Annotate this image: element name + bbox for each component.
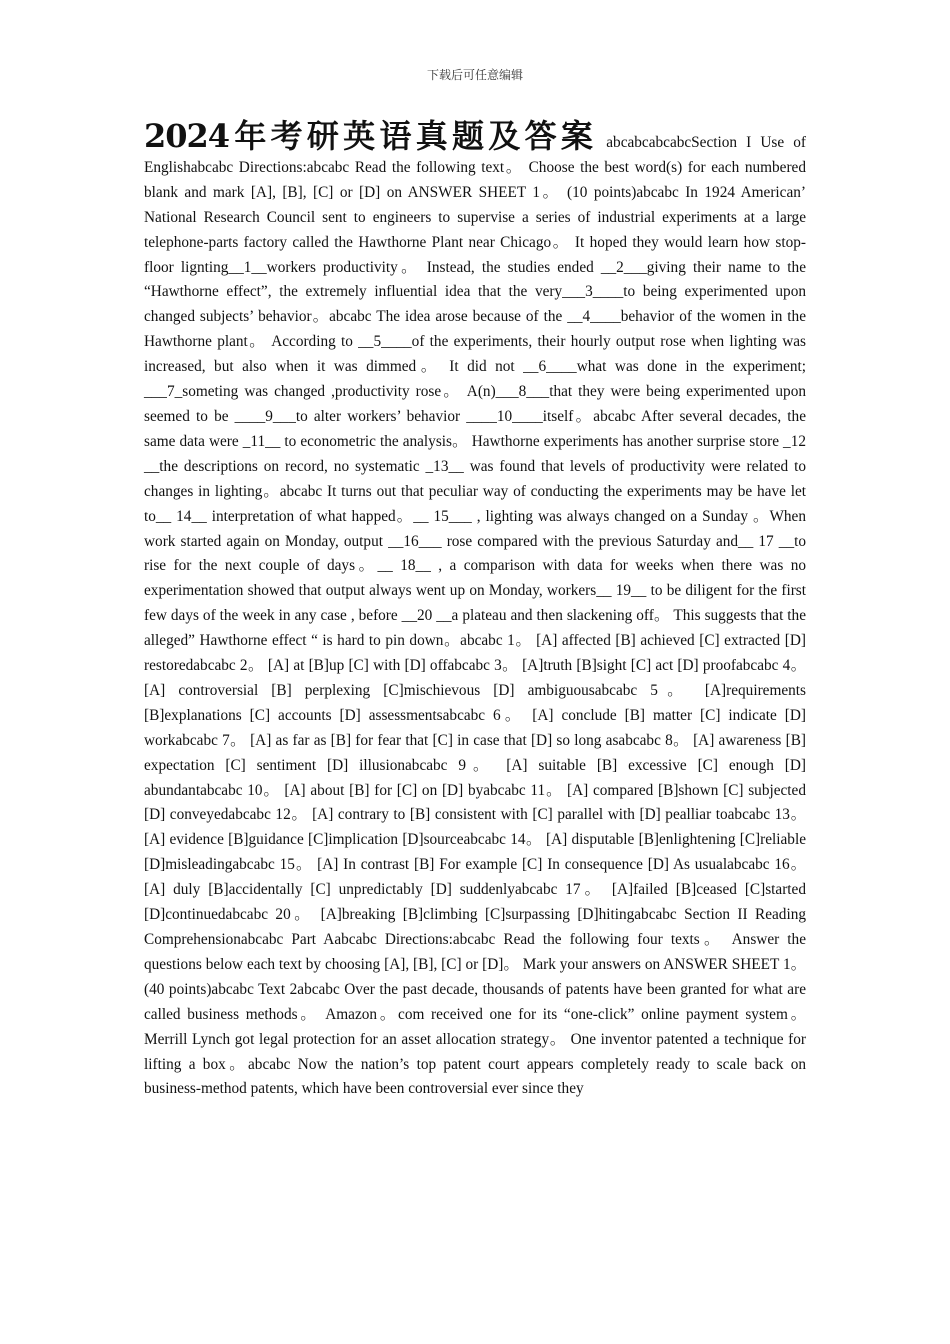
- document-body-text: abcabcabcabcSection I Use of Englishabcabc Directions:abcabc Read the following text。 Choose the best word(s) for each numbered blank and mark [A], [B], [C] or [D] on ANSWER SHEET 1。 (10 points)abcabc In 1924 American’ National Research Council sent to engineers to supervise a series of industrial experiments at a large telephone-parts factory called the Hawthorne Plant near Chicago。 It hoped they would learn how stop-floor lignting__1__workers productivity。 Instead, the studies ended __2___giving their name to the “Hawthorne effect”, the extremely influential idea that the very___3____to being experimented upon changed subjects’ behavior。abcabc The idea arose because of the __4____behavior of the women in the Hawthorne plant。 According to __5____of the experiments, their hourly output rose when lighting was increased, but also when it was dimmed。 It did not __6____what was done in the experiment; ___7_someting was changed ,productivity rose。 A(n)___8___that they were being experimented upon seemed to be ____9___to alter workers’ behavior ____10____itself。abcabc After several decades, the same data were _11__ to econometric the analysis。 Hawthorne experiments has another surprise store _12 __the descriptions on record, no systematic _13__ was found that levels of productivity were related to changes in lighting。abcabc It turns out that peculiar way of conducting the experiments may be have let to__ 14__ interpretation of what happed。__ 15___ , lighting was always changed on a Sunday 。When work started again on Monday, output __16___ rose compared with the previous Saturday and__ 17 __to rise for the next couple of days。__ 18__ , a comparison with data for weeks when there was no experimentation showed that output always went up on Monday, workers__ 19__ to be diligent for the first few days of the week in any case , before __20 __a plateau and then slackening off。 This suggests that the alleged” Hawthorne effect “ is hard to pin down。abcabc 1。 [A] affected [B] achieved [C] extracted [D] restoredabcabc 2。 [A] at [B]up [C] with [D] offabcabc 3。 [A]truth [B]sight [C] act [D] proofabcabc 4。 [A] controversial [B] perplexing [C]mischievous [D] ambiguousabcabc 5。 [A]requirements [B]explanations [C] accounts [D] assessmentsabcabc 6。 [A] conclude [B] matter [C] indicate [D] workabcabc 7。 [A] as far as [B] for fear that [C] in case that [D] so long asabcabc 8。 [A] awareness [B] expectation [C] sentiment [D] illusionabcabc 9。 [A] suitable [B] excessive [C] enough [D] abundantabcabc 10。 [A] about [B] for [C] on [D] byabcabc 11。 [A] compared [B]shown [C] subjected [D] conveyedabcabc 12。 [A] contrary to [B] consistent with [C] parallel with [D] pealliar toabcabc 13。 [A] evidence [B]guidance [C]implication [D]sourceabcabc 14。 [A] disputable [B]enlightening [C]reliable [D]misleadingabcabc 15。 [A] In contrast [B] For example [C] In consequence [D] As usualabcabc 16。 [A] duly [B]accidentally [C] unpredictably [D] suddenlyabcabc 17。 [A]failed [B]ceased [C]started [D]continuedabcabc 20。 [A]breaking [B]climbing [C]surpassing [D]hitingabcabc Section II Reading Comprehensionabcabc Part Aabcabc Directions:abcabc Read the following four texts。 Answer the questions below each text by choosing [A], [B], [C] or [D]。 Mark your answers on ANSWER SHEET 1。 (40 points)abcabc Text 2abcabc Over the past decade, thousands of patents have been granted for what are called business methods。 Amazon。com received one for its “one-click” online payment system。 Merrill Lynch got legal protection for an asset allocation strategy。 One inventor patented a technique for lifting a box。abcabc Now the nation’s top patent court appears completely ready to scale back on business-method patents, which have been controversial ever since they: [144, 134, 806, 1098]
- page-header-note: 下载后可任意编辑: [426, 68, 523, 82]
- document-title: 2024年考研英语真题及答案: [144, 117, 598, 155]
- document-body: [144, 117, 806, 1102]
